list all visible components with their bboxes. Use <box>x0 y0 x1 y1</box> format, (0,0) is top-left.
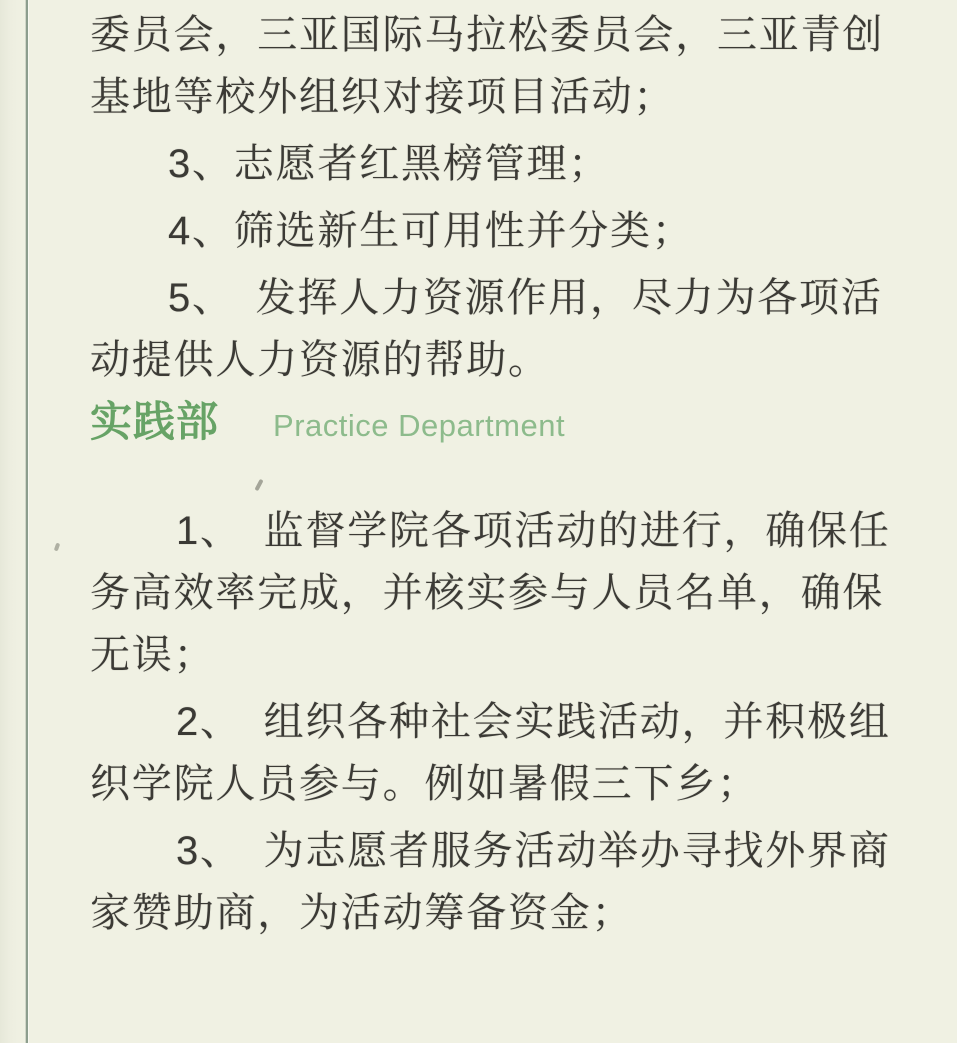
list-item <box>90 691 930 815</box>
list-item <box>90 820 930 944</box>
department-heading <box>90 396 930 448</box>
article-body <box>90 4 930 944</box>
text-line: 务高效率完成，并核实参与人员名单，确保 <box>90 571 885 615</box>
list-item <box>90 267 930 391</box>
text-line: 委员会，三亚国际马拉松委员会，三亚青创 <box>90 13 885 57</box>
text-line: 2、 组织各种社会实践活动，并积极组 <box>176 700 891 744</box>
text-line: 1、 监督学院各项活动的进行，确保任 <box>176 509 891 553</box>
text-line: 动提供人力资源的帮助。 <box>90 338 550 382</box>
paragraph <box>90 4 930 128</box>
list-item <box>90 500 930 686</box>
list-item <box>90 200 930 262</box>
heading-zh: 实践部 <box>90 398 220 445</box>
text-line: 3、志愿者红黑榜管理； <box>168 142 611 186</box>
list-item <box>90 133 930 195</box>
text-line: 4、筛选新生可用性并分类； <box>168 209 694 253</box>
left-gutter <box>0 0 26 1043</box>
text-line: 无误； <box>90 633 216 677</box>
text-line: 3、 为志愿者服务活动举办寻找外界商 <box>176 829 891 873</box>
left-vertical-rule <box>26 0 28 1043</box>
text-line: 基地等校外组织对接项目活动； <box>90 75 676 119</box>
text-line: 织学院人员参与。例如暑假三下乡； <box>90 762 759 806</box>
text-line: 5、 发挥人力资源作用，尽力为各项活 <box>168 276 883 320</box>
heading-en: Practice Department <box>273 408 566 443</box>
noise-speck <box>54 543 60 552</box>
text-line: 家赞助商，为活动筹备资金； <box>90 891 634 935</box>
